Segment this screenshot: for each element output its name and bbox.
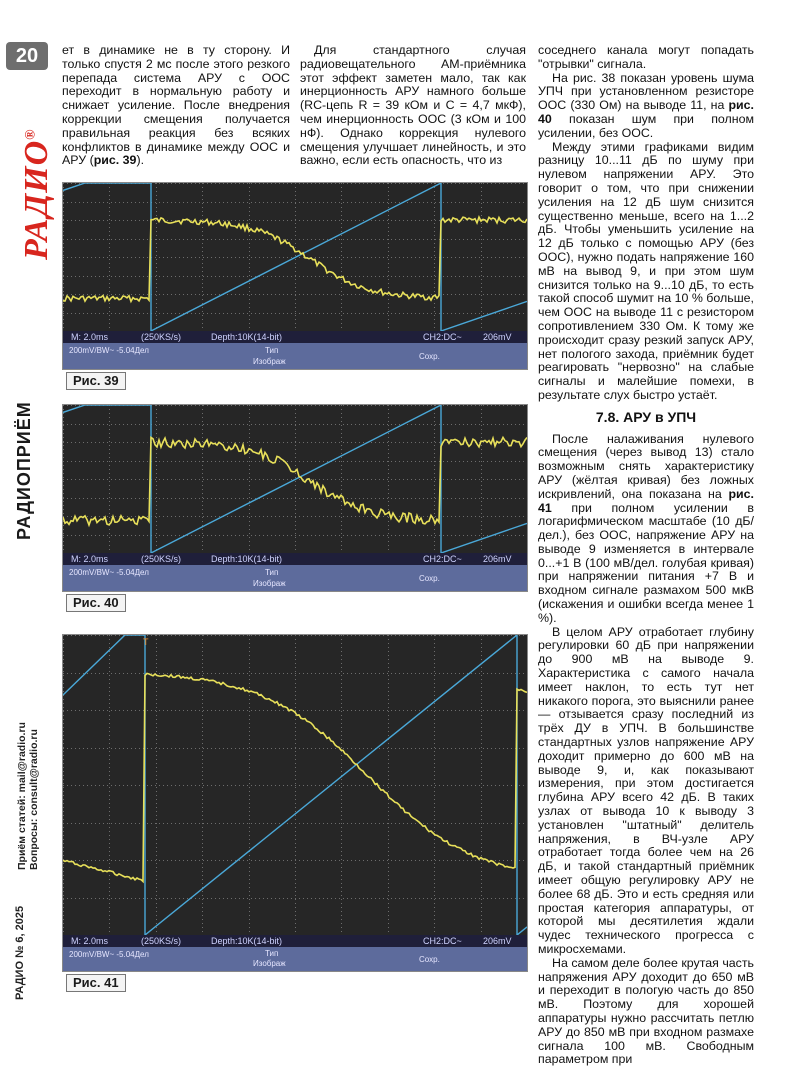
paragraph: После налаживания нулевого смещения (через вывод 13) стало возможным снять характеристику АРУ (жёлтая кривая) без ложных искривлений, она показана на рис. 41 при полном усилении в логарифмическом масштабе (10 дБ/дел.), без ООС, напряжение АРУ на выводе 9 изменяется в интервале 0...+1 В (100 мВ/дел. голубая кривая) при напряжении питания +7 В и входном сигнале размахом 500 мкВ (искажения и ошибки всегда менее 1 %). [538,431,754,625]
sample-rate-label: (250KS/s) [141,936,182,946]
memory-depth-label: Depth:10K(14-bit) [211,332,283,342]
channel-scale-label: 200mV/BW~ -5.04Дел [69,568,149,577]
oscilloscope-fig41 [62,634,528,972]
contact-articles: Приём статей: mail@radio.ru [16,722,28,870]
trigger-level-label: 206mV [483,936,512,946]
menu-image-button: Изображ [253,579,286,588]
ramp-trace [63,183,527,331]
menu-type-button: Тип [265,346,279,355]
sample-rate-label: (250KS/s) [141,554,182,564]
menu-image-button: Изображ [253,357,286,366]
scope-display [63,635,527,971]
contact-info [16,722,40,870]
issue-label: РАДИО № 6, 2025 [14,905,26,1000]
section-title: РАДИОПРИЁМ [14,401,34,540]
figure-caption: Рис. 40 [66,594,126,612]
trigger-level-label: 206mV [483,554,512,564]
page-sidebar [0,0,54,1029]
figure-reference: рис. 39 [93,153,137,168]
timebase-label: M: 2.0ms [71,554,109,564]
scope-menu-bar [63,565,527,591]
timebase-label: M: 2.0ms [71,332,109,342]
figure-reference: рис. 41 [538,486,754,515]
menu-save-button: Сохр. [419,574,440,583]
paragraph: В целом АРУ отработает глубину регулировки 60 дБ при напряжении до 900 мВ на выводе 9. Характеристика с самого начала имеет наклон, то есть тут нет никакого порога, это выяснили ранее — отзывается сразу последний из трёх ДУ в УПЧ. В большинстве стандартных узлов напряжение АРУ доходит примерно до 600 мВ на выводе 9, и, как показывают измерения, при этом достигается глубина АРУ всего 42 дБ. В таких узлах от вывода 10 к выводу 3 установлен "штатный" делитель напряжения, в ВЧ-узле АРУ отработает тогда более чем на 26 дБ, и такой стандартный приёмник имеет общую регулировку АРУ не более 68 дБ. Это и есть средняя или простая категория аппаратуры, от которой мы десятилетия ждали чудес технического прогресса с микросхемами. [538,624,754,956]
oscilloscope-fig39 [62,182,528,370]
section-heading: 7.8. АРУ в УПЧ [595,408,697,425]
trigger-level-label: 206mV [483,332,512,342]
scope-menu-bar [63,343,527,369]
menu-image-button: Изображ [253,959,286,968]
oscilloscope-fig40 [62,404,528,592]
agc-trace [63,673,527,881]
trigger-marker-icon: T [143,637,149,647]
ramp-trace [63,405,527,553]
paragraph: На рис. 38 показан уровень шума УПЧ при установленном резисторе ООС (330 Ом) на выводе 11, на рис. 40 показан шум при полном усилении, без ООС. [538,70,754,140]
channel-coupling-label: CH2:DC~ [423,554,462,564]
figure-caption: Рис. 41 [66,974,126,992]
page-number: 20 [6,42,48,70]
timebase-label: M: 2.0ms [71,936,109,946]
scope-status-bar [63,553,527,565]
paragraph: ет в динамике не в ту сторону. И только спустя 2 мс после этого резкого перепада система АРУ с ООС переходит в нормальную работу и снижает усиление. После внедрения коррекции смещения получается правильная реакция без всяких конфликтов в динамике между ООС и АРУ (рис. 39). [62,43,290,168]
text-column-1 [62,44,290,168]
paragraph: соседнего канала могут попадать "отрывки" сигнала. [538,43,754,71]
scope-status-bar [63,935,527,947]
menu-save-button: Сохр. [419,955,440,964]
paragraph: На самом деле более крутая часть напряжения АРУ доходит до 650 мВ и переходит в пологую часть до 850 мВ. Поэтому для хорошей аппаратуры нужно рассчитать петлю АРУ до 850 мВ при входном размахе сигнала 100 мВ. Свободным параметром при [538,955,754,1067]
menu-save-button: Сохр. [419,352,440,361]
channel-coupling-label: CH2:DC~ [423,332,462,342]
memory-depth-label: Depth:10K(14-bit) [211,554,283,564]
menu-type-button: Тип [265,949,279,958]
figure-reference: рис. 40 [538,98,754,126]
channel-scale-label: 200mV/BW~ -5.04Дел [69,950,149,959]
figure-caption: Рис. 39 [66,372,126,390]
text-column-2 [300,44,526,168]
channel-coupling-label: CH2:DC~ [423,936,462,946]
magazine-logo: РАДИО® [18,128,55,260]
channel-scale-label: 200mV/BW~ -5.04Дел [69,346,149,355]
contact-questions: Вопросы: consult@radio.ru [28,729,40,870]
text-column-3 [538,44,754,1067]
menu-type-button: Тип [265,568,279,577]
scope-status-bar [63,331,527,343]
paragraph: Между этими графиками видим разницу 10...11 дБ по шуму при нулевом напряжении АРУ. Это говорит о том, что при снижении усиления на 12 дБ шум снизится существенно меньше, всего на 1...2 дБ. Чтобы уменьшить усиление на 12 дБ только с помощью АРУ (без ООС), нужно подать напряжение 160 мВ на вывод 9, и при этом шум снизится только на 9...10 дБ, то есть такой способ шумит на 10 % больше, чем ООС на выводе 11 с резистором сопротивлением 330 Ом. К тому же происходит сразу резкий запуск АРУ, нет пологого захода, приёмник будет реагировать "нервозно" на слабые сигналы и малейшие помехи, в результате слух быстро устаёт. [538,139,754,402]
sample-rate-label: (250KS/s) [141,332,182,342]
memory-depth-label: Depth:10K(14-bit) [211,936,283,946]
paragraph: Для стандартного случая радиовещательного АМ-приёмника этот эффект заметен мало, так как инерционность АРУ намного больше (RC-цепь R = 39 кОм и C = 4,7 мкФ), чем инерционность ООС (3 кОм и 100 нФ). Однако коррекция нулевого смещения улучшает линейность, и это важно, если есть опасность, что из [300,43,526,168]
scope-menu-bar [63,947,527,971]
